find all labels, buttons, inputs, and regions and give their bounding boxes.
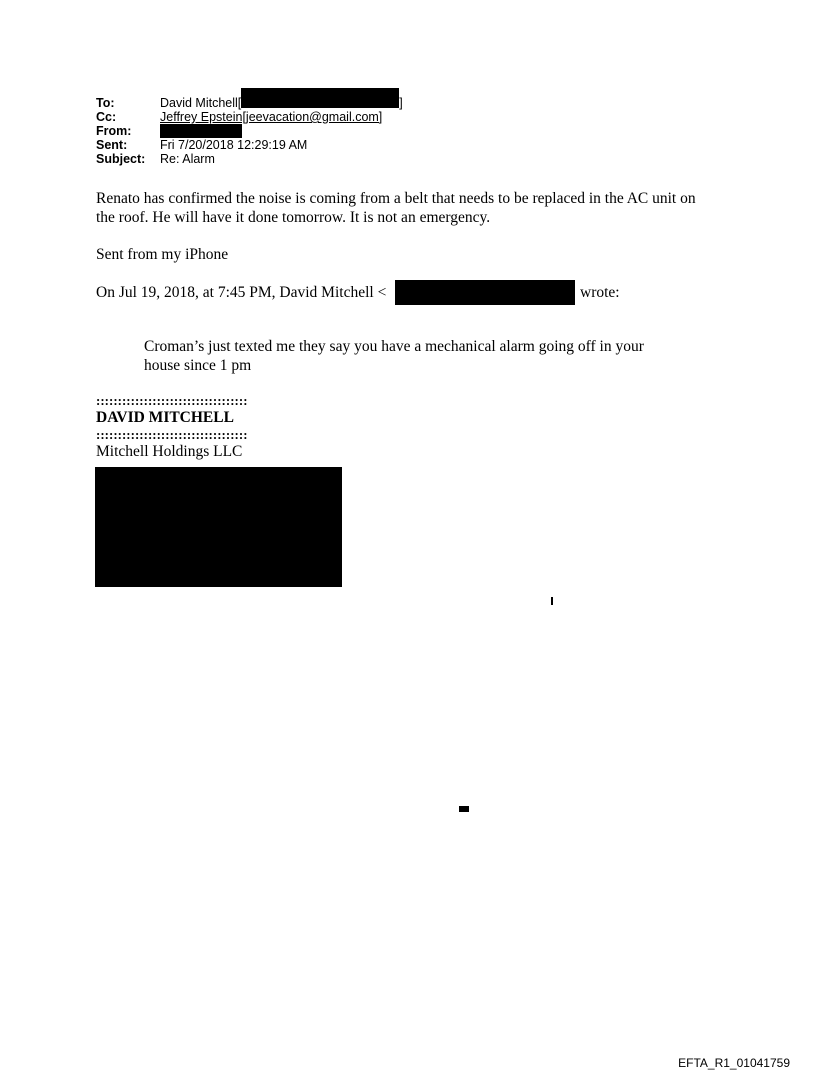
sent-row xyxy=(96,138,403,152)
signature-dots-top: ::::::::::::::::::::::::::::::::::: xyxy=(96,393,248,408)
cc-label: Cc: xyxy=(96,110,117,124)
tick-mark xyxy=(551,597,553,605)
email-redaction xyxy=(395,280,575,305)
signature-name: DAVID MITCHELL xyxy=(96,409,234,426)
signature-company: Mitchell Holdings LLC xyxy=(96,443,243,460)
to-value: David Mitchell[ xyxy=(160,96,242,110)
small-redaction xyxy=(459,806,469,812)
sent-from-line: Sent from my iPhone xyxy=(96,246,229,263)
from-redaction xyxy=(160,124,242,138)
body-line-1: Renato has confirmed the noise is coming from a belt that needs to be replaced in the AC unit on xyxy=(96,190,696,207)
quote-line-1: Croman’s just texted me they say you have a mechanical alarm going off in your xyxy=(144,338,644,355)
cc-value: Jeffrey Epstein[jeevacation@gmail.com] xyxy=(160,110,383,124)
quote-line-2: house since 1 pm xyxy=(144,357,252,374)
subject-value: Re: Alarm xyxy=(160,152,215,166)
sent-value: Fri 7/20/2018 12:29:19 AM xyxy=(160,138,308,152)
subject-label: Subject: xyxy=(96,152,146,166)
subject-row xyxy=(96,152,403,166)
to-redaction xyxy=(241,88,399,108)
from-label: From: xyxy=(96,124,132,138)
cc-row xyxy=(96,110,403,124)
quote-intro-prefix: On Jul 19, 2018, at 7:45 PM, David Mitchell < xyxy=(96,284,387,301)
email-header xyxy=(96,96,403,166)
body-paragraph xyxy=(96,189,696,227)
to-label: To: xyxy=(96,96,115,110)
to-suffix: ] xyxy=(399,96,403,110)
to-row xyxy=(96,96,403,110)
quote-intro-suffix: wrote: xyxy=(580,284,620,301)
from-row xyxy=(96,124,403,138)
signature-redaction xyxy=(95,467,342,587)
signature-block xyxy=(96,393,248,461)
sent-label: Sent: xyxy=(96,138,128,152)
signature-dots-bottom: ::::::::::::::::::::::::::::::::::: xyxy=(96,427,248,442)
document-id: EFTA_R1_01041759 xyxy=(678,1056,790,1070)
quoted-message xyxy=(144,337,644,375)
quote-intro xyxy=(96,283,386,302)
body-line-2: the roof. He will have it done tomorrow. It is not an emergency. xyxy=(96,209,491,226)
